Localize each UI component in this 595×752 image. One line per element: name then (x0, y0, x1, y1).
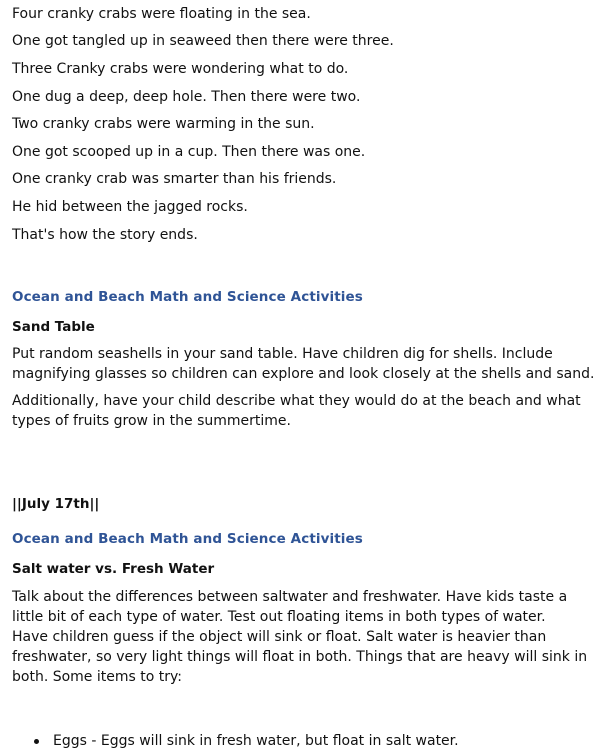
section-heading: Ocean and Beach Math and Science Activities (12, 531, 363, 547)
list-item-text: Eggs - Eggs will sink in fresh water, but float in salt water. (53, 733, 459, 749)
poem-line: Four cranky crabs were floating in the sea. (12, 6, 311, 22)
paragraph (12, 391, 581, 431)
paragraph-line: freshwater, so very light things will float in both. Things that are heavy will sink in (12, 649, 588, 665)
paragraph-line: Have children guess if the object will sink or float. Salt water is heavier than (12, 629, 547, 645)
paragraph-line: Additionally, have your child describe what they would do at the beach and what (12, 393, 581, 409)
bullet-icon (34, 739, 39, 744)
poem-line: One cranky crab was smarter than his friends. (12, 171, 337, 187)
poem-line: One got tangled up in seaweed then there were three. (12, 33, 394, 49)
section-subheading: Salt water vs. Fresh Water (12, 561, 215, 577)
paragraph-line: Talk about the differences between saltwater and freshwater. Have kids taste a (12, 589, 568, 605)
poem-line: Three Cranky crabs were wondering what to do. (12, 61, 349, 77)
paragraph-line: both. Some items to try: (12, 669, 182, 685)
poem-line: Two cranky crabs were warming in the sun. (12, 116, 315, 132)
section-subheading: Sand Table (12, 319, 95, 335)
section-heading: Ocean and Beach Math and Science Activities (12, 289, 363, 305)
date-marker: ||July 17th|| (12, 496, 100, 512)
paragraph-line: Put random seashells in your sand table. Have children dig for shells. Include (12, 346, 553, 362)
paragraph (12, 587, 588, 687)
poem-line: He hid between the jagged rocks. (12, 199, 248, 215)
poem-line: One dug a deep, deep hole. Then there were two. (12, 89, 361, 105)
paragraph-line: types of fruits grow in the summertime. (12, 413, 291, 429)
paragraph-line: little bit of each type of water. Test out floating items in both types of water. (12, 609, 546, 625)
paragraph (12, 344, 595, 384)
poem-line: That's how the story ends. (12, 227, 198, 243)
poem-line: One got scooped up in a cup. Then there was one. (12, 144, 366, 160)
paragraph-line: magnifying glasses so children can explore and look closely at the shells and sand. (12, 366, 595, 382)
